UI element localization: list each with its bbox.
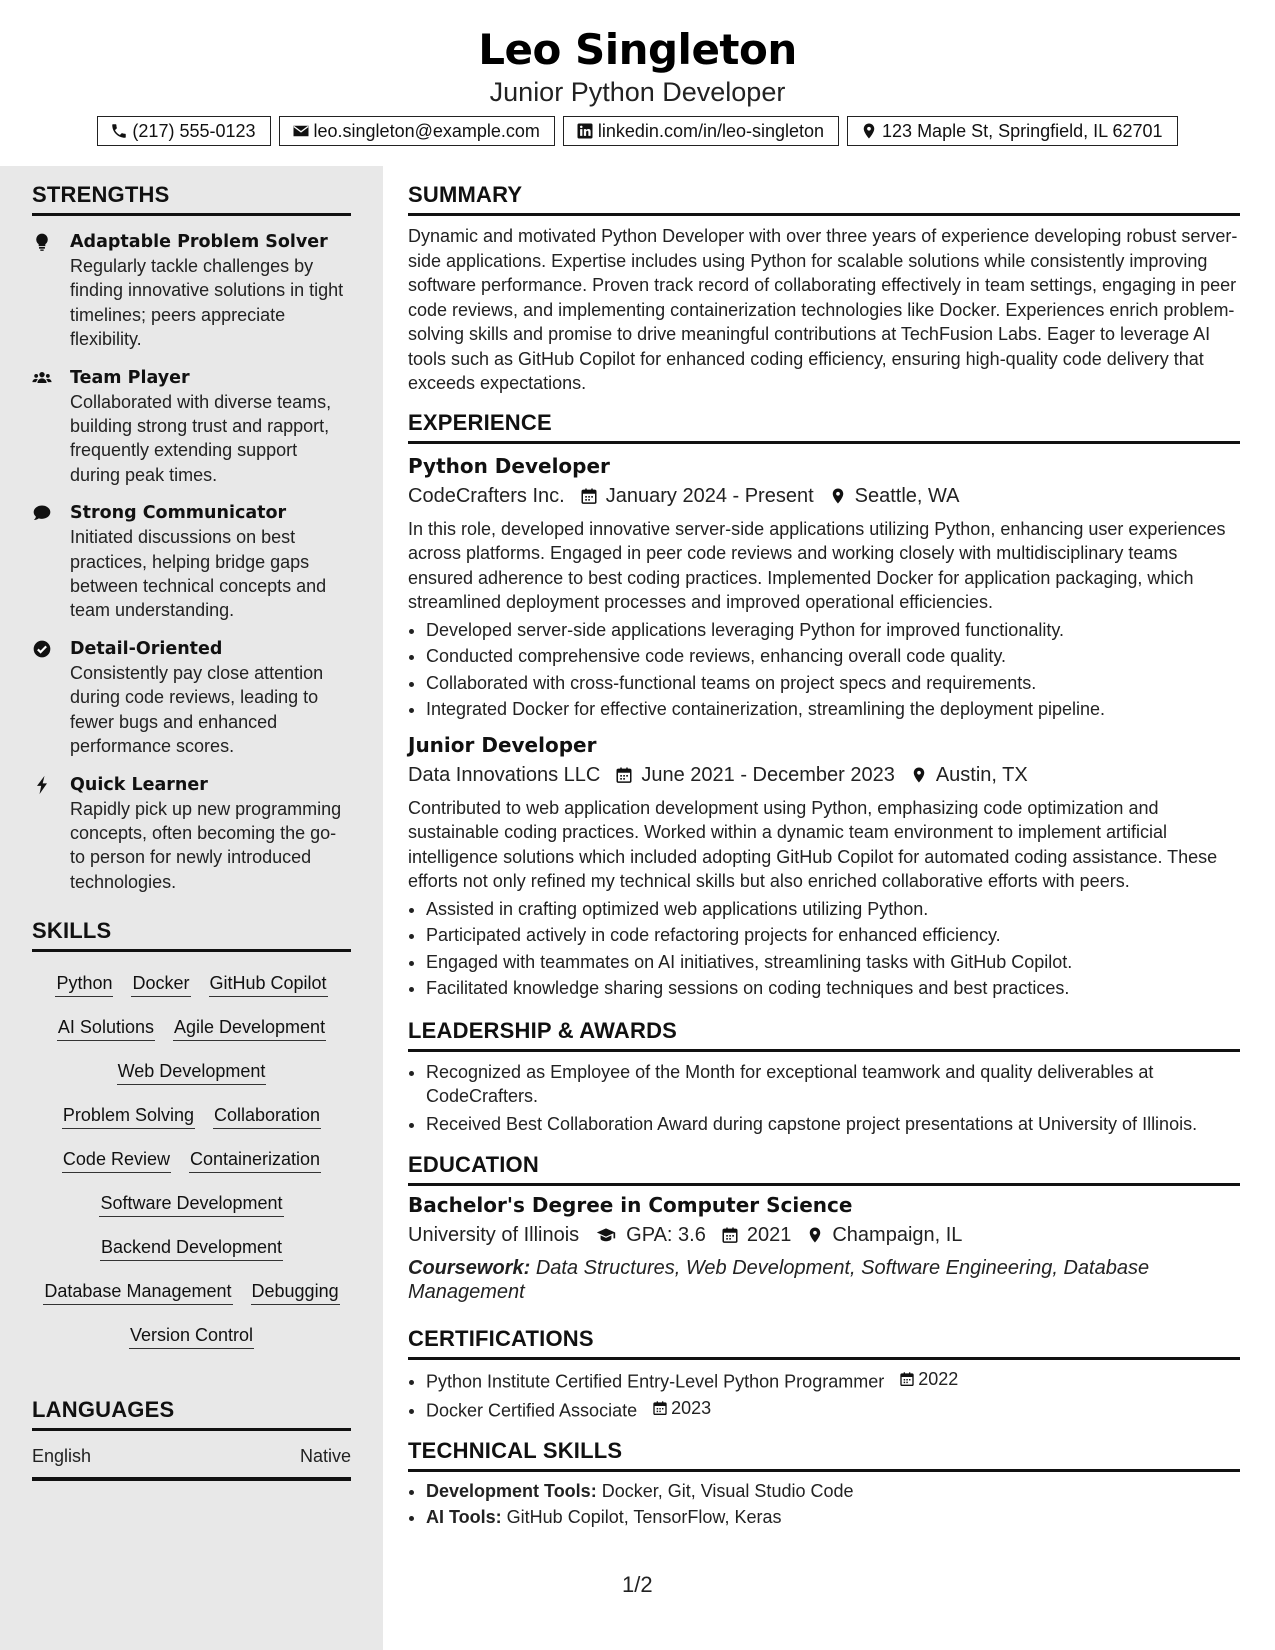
skill-tag: Problem Solving [62,1102,195,1129]
skill-tag: Docker [131,970,190,997]
candidate-title: Junior Python Developer [489,77,786,107]
cert-year: 2022 [918,1369,959,1389]
calendar-icon [652,1400,668,1416]
job-dates: January 2024 - Present [605,484,814,507]
strength-name: Adaptable Problem Solver [70,232,328,252]
bolt-icon [32,775,52,795]
strength-item [32,501,351,623]
contact-phone[interactable] [97,116,270,146]
calendar-icon [615,766,633,784]
education-meta [408,1220,1240,1250]
awards-heading: LEADERSHIP & AWARDS [408,1018,1240,1052]
school-location: Champaign, IL [832,1224,963,1246]
language-name: English [32,1446,92,1467]
job-bullets [408,617,1240,723]
skill-tag: AI Solutions [57,1014,155,1041]
awards-list [408,1060,1240,1137]
job-location: Austin, TX [935,763,1028,786]
coursework [408,1256,1240,1304]
strength-desc: Consistently pay close attention during code reviews, leading to fewer bugs and enhanced performance scores. [70,662,324,757]
list-item: • Engaged with teammates on AI initiatives, streamlining tasks with GitHub Copilot. [426,949,1240,976]
calendar-icon [721,1226,739,1244]
list-item: • Developed server-side applications leveraging Python for improved functionality. [426,617,1240,644]
certifications-heading: CERTIFICATIONS [408,1326,1240,1360]
job-description: Contributed to web application development using Python, emphasizing code optimization and sustainable coding practices. Worked within a dynamic team environment to implement artificial intelligence solutions which included adopting GitHub Copilot for automated coding assistance. These efforts not only refined my technical skills but also enriched collaborative efforts with peers. [408,797,1218,891]
skill-tag: Web Development [117,1058,267,1085]
phone-text: (217) 555-0123 [132,121,256,141]
strength-item [32,637,351,759]
list-item: • Collaborated with cross-functional teams on project specs and requirements. [426,670,1240,697]
phone-icon [110,122,128,140]
strength-name: Detail-Oriented [70,638,223,659]
strengths-heading: STRENGTHS [32,182,351,216]
language-level: Native [299,1446,351,1467]
graduation-cap-icon [594,1225,618,1245]
strength-name: Quick Learner [70,774,208,795]
users-icon [32,368,52,388]
job-company: Data Innovations LLC [408,763,601,786]
cert-name: Docker Certified Associate [426,1400,638,1420]
job-entry [408,732,1240,1002]
lightbulb-icon [32,232,52,252]
skill-tag: Collaboration [213,1102,321,1129]
list-item [426,1478,1240,1505]
email-text: leo.singleton@example.com [313,121,540,141]
skill-tag: Code Review [62,1146,171,1173]
tech-value: Docker, Git, Visual Studio Code [601,1480,854,1501]
skills-list [32,952,351,1349]
strength-item [32,366,351,488]
contact-address[interactable] [847,116,1178,146]
list-item [426,1504,1240,1531]
skill-tag: Debugging [251,1278,340,1305]
job-description: In this role, developed innovative server-side applications utilizing Python, enhancing user experiences across platforms. Engaged in peer code reviews and working closely with multidisciplinary teams ensured adherence to best coding practices. Implemented Docker for application packaging, which streamlined deployment processes and improved operational efficiencies. [408,518,1226,612]
education-heading: EDUCATION [408,1152,1240,1186]
skill-tag: Containerization [189,1146,321,1173]
list-item: • Assisted in crafting optimized web applications utilizing Python. [426,896,1240,923]
technical-skills-heading: TECHNICAL SKILLS [408,1438,1240,1472]
skill-tag: Python [55,970,113,997]
technical-skills-list [408,1478,1240,1531]
skill-tag: Database Management [43,1278,232,1305]
coursework-list: Data Structures, Web Development, Software Engineering, Database Management [408,1257,1150,1303]
sidebar [0,166,383,1650]
contact-email[interactable] [279,116,555,146]
job-entry [408,453,1240,723]
address-text: 123 Maple St, Springfield, IL 62701 [882,121,1163,141]
skill-tag: Version Control [129,1322,254,1349]
cert-year: 2023 [671,1397,712,1418]
page-number: 1/2 [622,1572,653,1597]
tech-label: AI Tools: [426,1507,502,1527]
strength-desc: Collaborated with diverse teams, building strong trust and rapport, frequently extending support during peak times. [70,391,332,485]
job-location: Seattle, WA [854,484,960,507]
skills-heading: SKILLS [32,918,351,952]
language-row [32,1431,351,1481]
job-dates: June 2021 - December 2023 [641,763,895,786]
job-bullets [408,896,1240,1002]
map-pin-icon [860,122,878,140]
skill-tag: Agile Development [173,1014,326,1041]
list-item: • Received Best Collaboration Award during capstone project presentations at University of Illinois. [426,1112,1240,1137]
list-item: • Integrated Docker for effective containerization, streamlining the deployment pipeline. [426,696,1240,723]
strength-item [32,230,351,352]
cert-name: Python Institute Certified Entry-Level Python Programmer [426,1371,885,1392]
gpa: GPA: 3.6 [626,1224,706,1246]
linkedin-icon [576,122,594,140]
tech-label: Development Tools: [426,1480,597,1501]
graduation-year: 2021 [746,1224,792,1246]
linkedin-text: linkedin.com/in/leo-singleton [597,121,825,141]
summary-text: Dynamic and motivated Python Developer with over three years of experience developing robust server-side applications. Expertise includes using Python for scalable solutions while consistently improving software performance. Proven track record of collaborating effectively in team settings, engaging in peer code reviews, and implementing containerization technologies like Docker. Experiences enrich problem-solving skills and promise to drive meaningful contributions at TechFusion Labs. Eager to leverage AI tools such as GitHub Copilot for enhanced coding efficiency, ensuring high-quality code delivery that exceeds expectations. [408,226,1238,393]
tech-value: GitHub Copilot, TensorFlow, Keras [506,1507,782,1527]
job-meta [408,481,1240,511]
candidate-name: Leo Singleton [478,25,797,74]
job-title: Python Developer [408,453,610,478]
job-company: CodeCrafters Inc. [408,484,565,507]
job-meta [408,760,1240,790]
main-content [408,166,1240,1531]
experience-heading: EXPERIENCE [408,410,1240,444]
job-title: Junior Developer [408,732,597,757]
list-item: • Facilitated knowledge sharing sessions on coding techniques and best practices. [426,975,1240,1002]
strength-name: Team Player [70,367,190,388]
list-item [426,1366,1240,1395]
map-pin-icon [829,487,847,505]
degree-title: Bachelor's Degree in Computer Science [408,1193,853,1217]
skill-tag: Software Development [99,1190,283,1217]
school-name: University of Illinois [408,1224,580,1246]
contact-linkedin[interactable] [563,116,839,146]
list-item: • Conducted comprehensive code reviews, enhancing overall code quality. [426,643,1240,670]
skill-tag: Backend Development [100,1234,283,1261]
list-item: • Recognized as Employee of the Month for exceptional teamwork and quality deliverables at CodeCrafters. [426,1060,1240,1109]
envelope-icon [292,122,310,140]
resume-header [0,0,1275,165]
map-pin-icon [806,1226,824,1244]
list-item: • Participated actively in code refactoring projects for enhanced efficiency. [426,922,1240,949]
strength-desc: Rapidly pick up new programming concepts, often becoming the go-to person for newly introduced technologies. [70,798,342,892]
skill-tag: GitHub Copilot [209,970,328,997]
comment-icon [32,503,52,523]
coursework-label: Coursework: [408,1257,531,1279]
map-pin-icon [910,766,928,784]
languages-heading: LANGUAGES [32,1397,351,1431]
strength-desc: Regularly tackle challenges by finding innovative solutions in tight timelines; peers appreciate flexibility. [70,256,344,350]
list-item [426,1395,1240,1424]
strength-name: Strong Communicator [70,503,287,524]
calendar-icon [580,487,598,505]
check-circle-icon [32,639,52,659]
summary-heading: SUMMARY [408,182,1240,216]
strength-desc: Initiated discussions on best practices, helping bridge gaps between technical concepts and team understanding. [70,527,327,621]
calendar-icon [899,1371,915,1387]
certifications-list [408,1366,1240,1424]
contact-bar [0,116,1275,146]
strength-item [32,773,351,895]
